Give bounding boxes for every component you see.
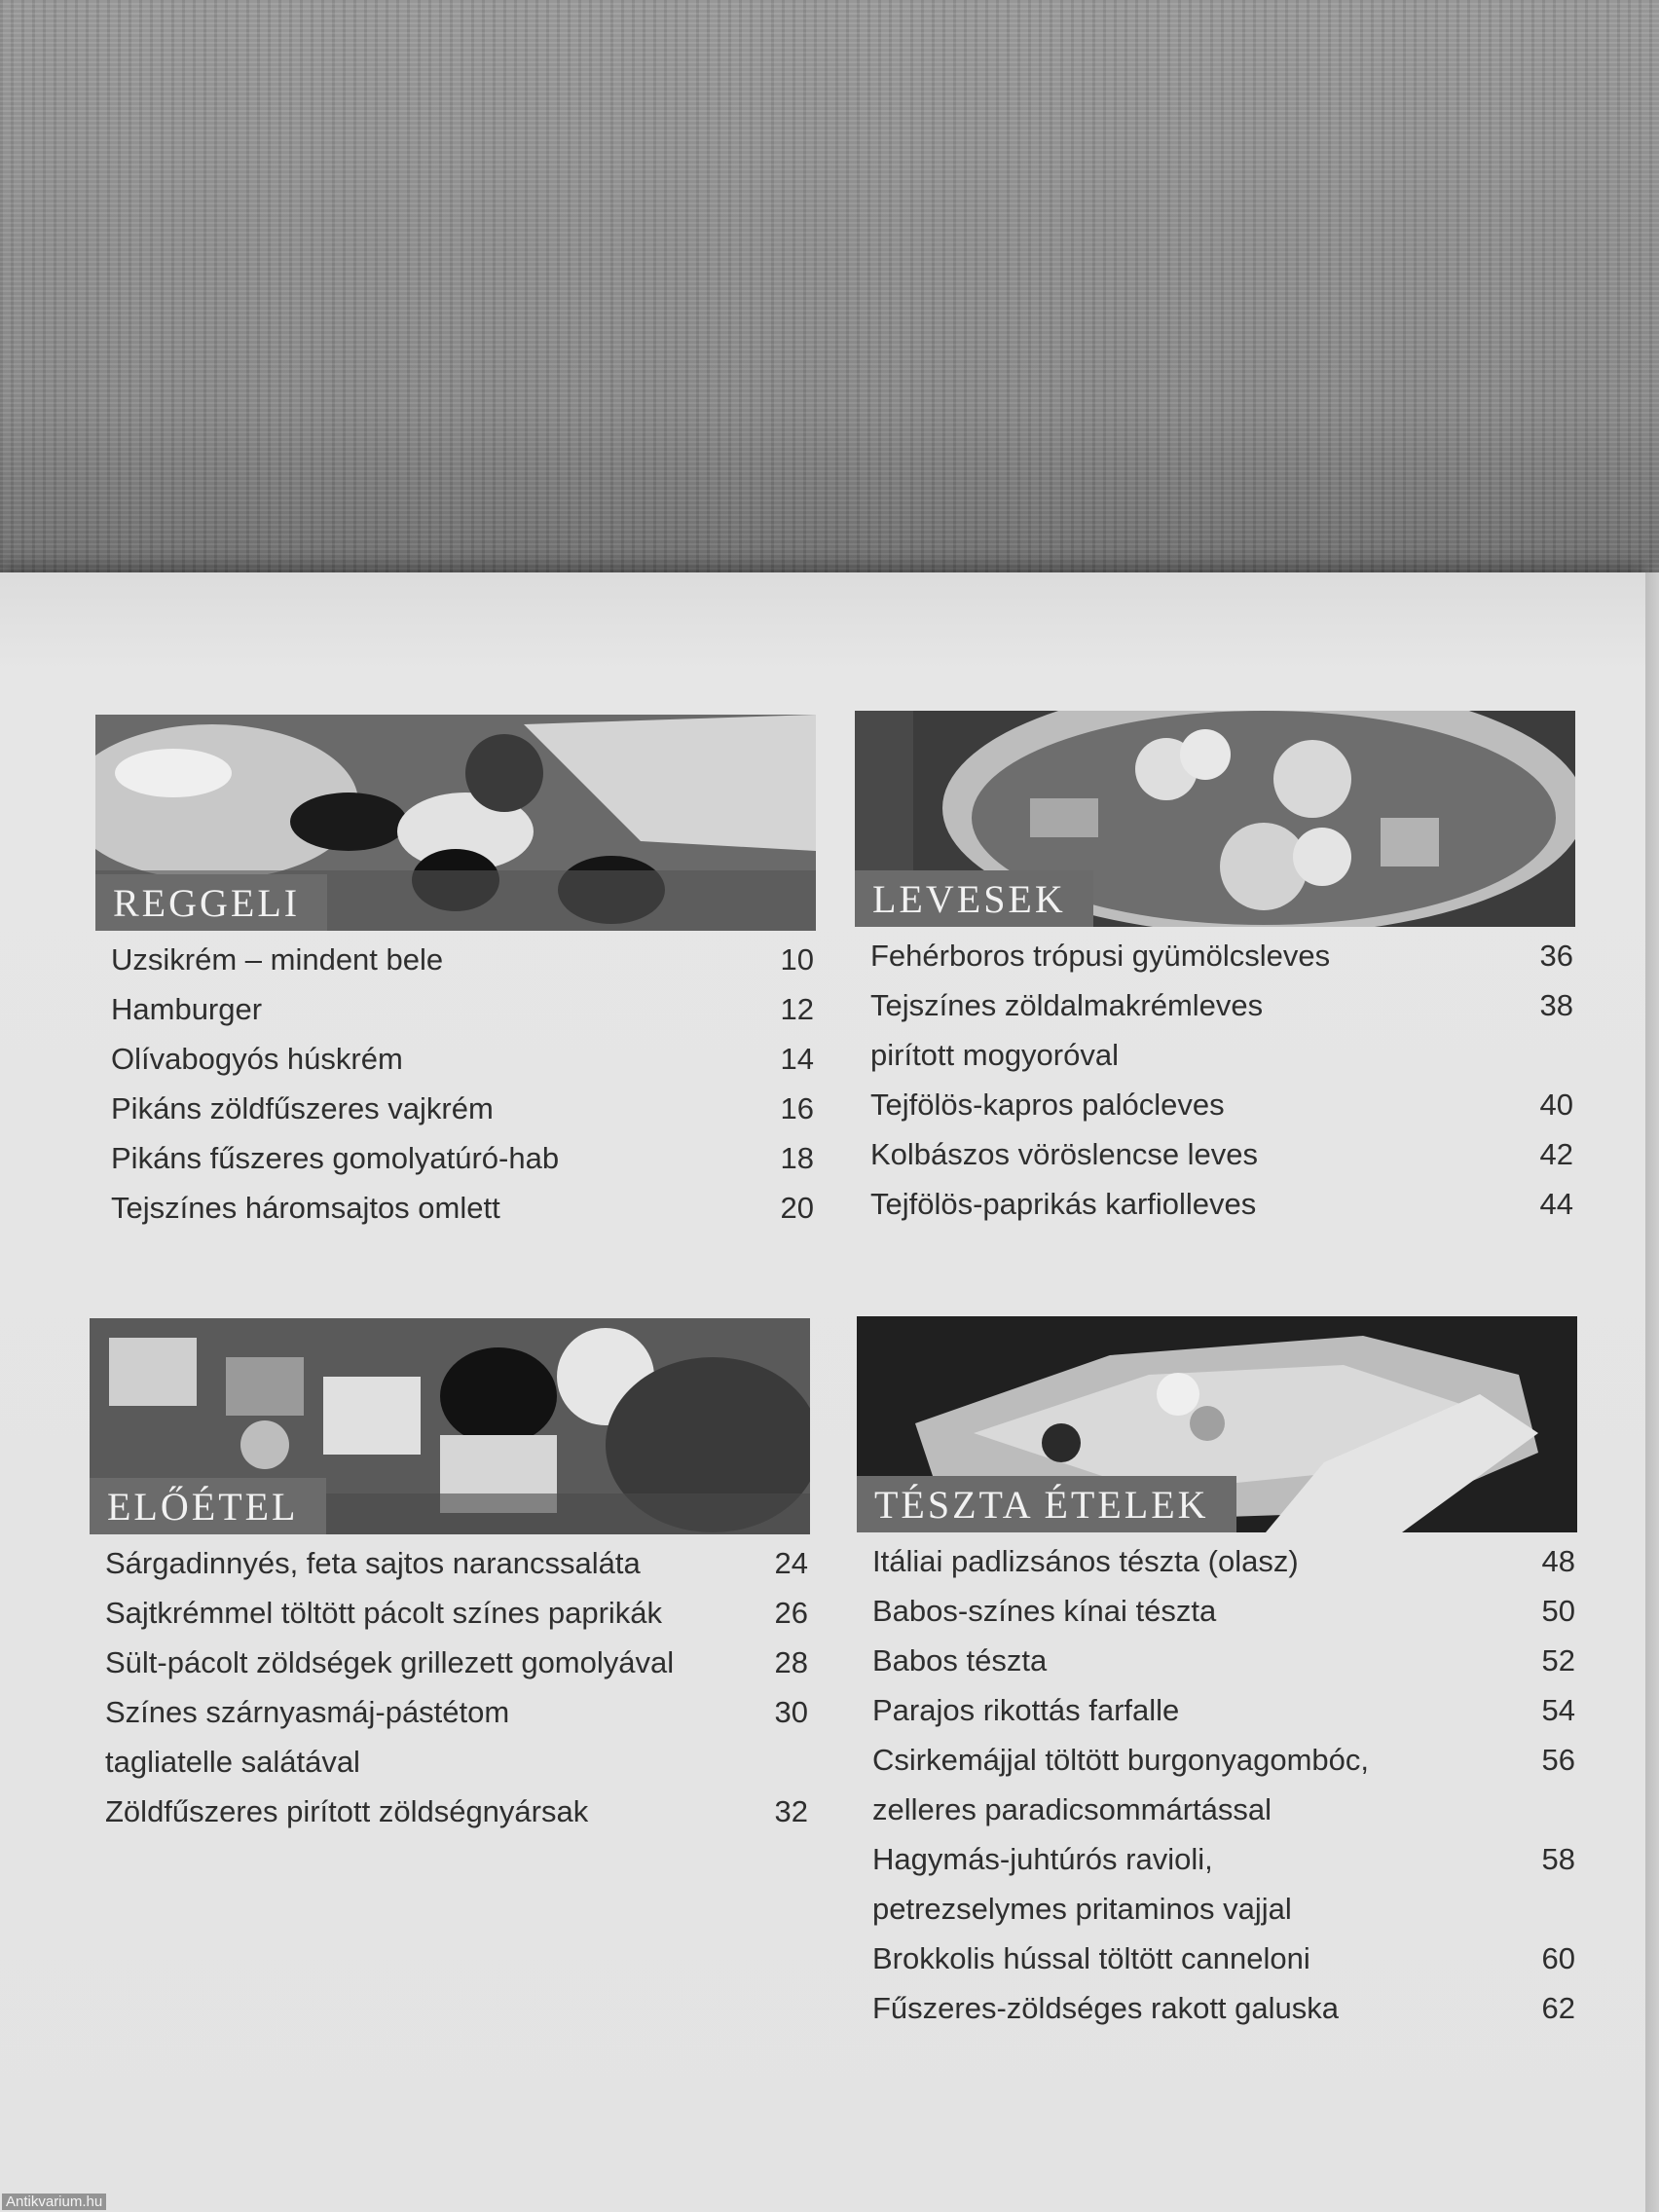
eloetel-entries [90,1538,820,1836]
entry-name: Brokkolis hússal töltött canneloni [872,1941,1310,1975]
toc-entry [95,935,826,984]
entry-page: 58 [1541,1842,1575,1876]
entry-page: 28 [774,1645,808,1679]
entry-name: Zöldfűszeres pirított zöldségnyársak [105,1794,589,1828]
levesek-title: LEVESEK [855,870,1093,927]
entry-name: Színes szárnyasmáj-pástétom [105,1695,510,1729]
toc-entry [95,984,826,1034]
reggeli-title: REGGELI [95,874,327,931]
toc-entry [857,1685,1587,1735]
page-edge [1645,572,1659,2212]
entry-name: Fűszeres-zöldséges rakott galuska [872,1991,1340,2025]
table-surface [0,0,1659,574]
entry-page: 60 [1541,1941,1575,1975]
entry-page: 18 [780,1141,814,1175]
entry-name: Hamburger [111,992,263,1026]
entry-page: 56 [1541,1743,1575,1777]
toc-entry [857,1536,1587,1586]
entry-name: Pikáns zöldfűszeres vajkrém [111,1091,494,1125]
entry-name: Parajos rikottás farfalle [872,1693,1180,1727]
entry-page: 52 [1541,1643,1575,1677]
entry-page: 54 [1541,1693,1575,1727]
toc-entry [855,1080,1585,1129]
toc-entry [90,1638,820,1687]
levesek-banner [855,711,1575,927]
entry-name: Tejfölös-paprikás karfiolleves [870,1187,1257,1221]
entry-name: Csirkemájjal töltött burgonyagombóc, [872,1743,1370,1777]
entry-name-continued: tagliatelle salátával [105,1745,360,1779]
entry-page: 26 [774,1596,808,1630]
entry-name: Pikáns fűszeres gomolyatúró-hab [111,1141,560,1175]
toc-entry [855,1129,1585,1179]
toc-entry [90,1588,820,1638]
eloetel-banner [90,1318,810,1534]
toc-entry [857,1934,1587,1983]
entry-name: Kolbászos vöröslencse leves [870,1137,1259,1171]
toc-entry [95,1034,826,1084]
section-levesek [855,711,1585,1229]
entry-page: 40 [1539,1088,1573,1122]
entry-name: Olívabogyós húskrém [111,1042,403,1076]
section-teszta-etelek [857,1316,1587,2033]
entry-page: 62 [1541,1991,1575,2025]
toc-entry [857,1834,1587,1934]
toc-entry [857,1586,1587,1636]
section-eloetel [90,1318,820,1836]
entry-page: 42 [1539,1137,1573,1171]
entry-name: Tejszínes háromsajtos omlett [111,1191,500,1225]
entry-name: Uzsikrém – mindent bele [111,942,444,977]
entry-name: Sült-pácolt zöldségek grillezett gomolyával [105,1645,675,1679]
watermark: Antikvarium.hu [2,2194,106,2210]
reggeli-banner [95,715,816,931]
entry-page: 12 [780,992,814,1026]
entry-page: 36 [1539,939,1573,973]
entry-name: Tejfölös-kapros palócleves [870,1088,1225,1122]
entry-page: 38 [1539,988,1573,1022]
entry-page: 14 [780,1042,814,1076]
toc-entry [855,1179,1585,1229]
entry-page: 50 [1541,1594,1575,1628]
reggeli-entries [95,935,826,1233]
entry-name: Babos tészta [872,1643,1048,1677]
entry-name: Hagymás-juhtúrós ravioli, [872,1842,1213,1876]
entry-name: Itáliai padlizsános tészta (olasz) [872,1544,1299,1578]
toc-entry [95,1084,826,1133]
teszta-banner [857,1316,1577,1532]
toc-entry [90,1687,820,1787]
entry-page: 44 [1539,1187,1573,1221]
entry-page: 10 [780,942,814,977]
toc-entry [95,1183,826,1233]
entry-name: Babos-színes kínai tészta [872,1594,1217,1628]
entry-page: 16 [780,1091,814,1125]
eloetel-title: ELŐÉTEL [90,1478,326,1534]
teszta-entries [857,1536,1587,2033]
toc-entry [90,1538,820,1588]
toc-entry [855,931,1585,980]
entry-name-continued: zelleres paradicsommártással [872,1792,1272,1826]
toc-entry [857,1636,1587,1685]
toc-entry [90,1787,820,1836]
levesek-entries [855,931,1585,1229]
entry-name-continued: petrezselymes pritaminos vajjal [872,1892,1292,1926]
toc-entry [857,1735,1587,1834]
toc-entry [857,1983,1587,2033]
entry-page: 24 [774,1546,808,1580]
entry-page: 30 [774,1695,808,1729]
entry-name: Sajtkrémmel töltött pácolt színes paprikák [105,1596,663,1630]
toc-entry [95,1133,826,1183]
entry-page: 20 [780,1191,814,1225]
entry-name-continued: pirított mogyoróval [870,1038,1119,1072]
toc-entry [855,980,1585,1080]
entry-page: 48 [1541,1544,1575,1578]
section-reggeli [95,715,826,1233]
entry-name: Tejszínes zöldalmakrémleves [870,988,1264,1022]
entry-name: Fehérboros trópusi gyümölcsleves [870,939,1331,973]
entry-name: Sárgadinnyés, feta sajtos narancssaláta [105,1546,641,1580]
entry-page: 32 [774,1794,808,1828]
teszta-title: TÉSZTA ÉTELEK [857,1476,1236,1532]
